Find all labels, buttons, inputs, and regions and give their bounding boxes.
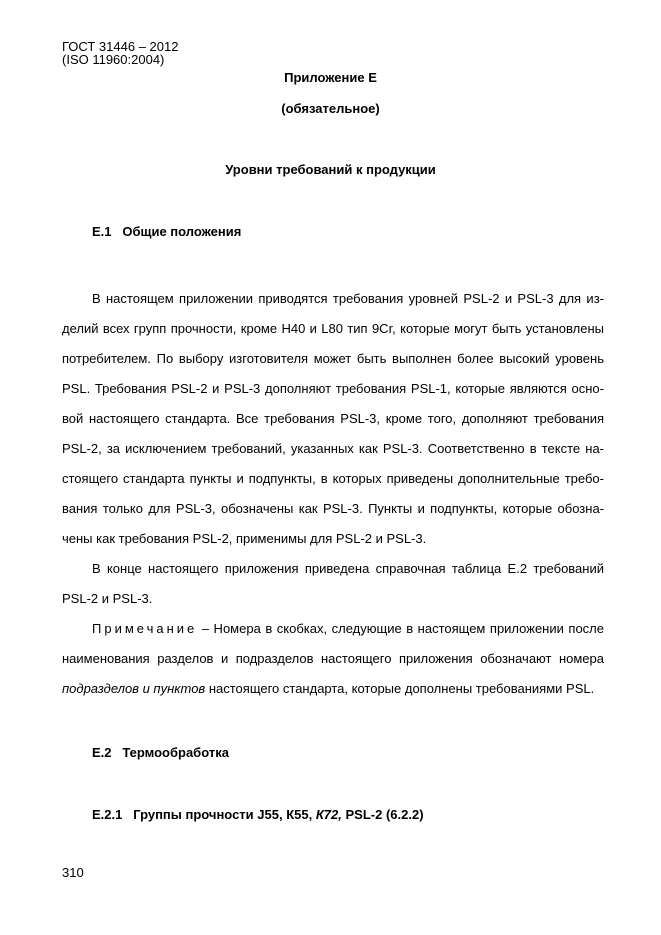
section-number: Е.1: [92, 224, 112, 239]
note-text: – Номера в скобках, следующие в настоящем приложении после: [197, 621, 604, 636]
paragraph-1: [62, 284, 604, 704]
page-number: 310: [62, 865, 84, 880]
section-title: Группы прочности J55, К55,: [133, 807, 316, 822]
text-line: делий всех групп прочности, кроме Н40 и L80 тип 9Cr, которые могут быть установлены: [62, 321, 604, 336]
section-title: Термообработка: [122, 745, 229, 760]
text-line: PSL-2 и PSL-3.: [62, 591, 153, 606]
section-number: Е.2: [92, 745, 112, 760]
note-line: наименования разделов и подразделов настоящего приложения обозначают номера: [62, 651, 604, 666]
text-line: вания только для PSL-3, обозначены как PSL-3. Пункты и подпункты, которые обозна-: [62, 501, 604, 516]
appendix-title: Приложение Е: [284, 70, 377, 85]
section-e1-heading: [92, 224, 241, 239]
section-number: Е.2.1: [92, 807, 123, 822]
text-line: вой настоящего стандарта. Все требования PSL-3, кроме того, дополняют требования: [62, 411, 604, 426]
text-line: В настоящем приложении приводятся требования уровней PSL-2 и PSL-3 для из-: [92, 291, 604, 306]
text-line: чены как требования PSL-2, применимы для PSL-2 и PSL-3.: [62, 531, 427, 546]
standard-code: ГОСТ 31446 – 2012: [62, 39, 179, 54]
iso-reference: (ISO 11960:2004): [62, 52, 165, 67]
note-text: настоящего стандарта, которые дополнены требованиями PSL.: [205, 681, 595, 696]
section-e2-heading: [92, 745, 229, 760]
document-header: [62, 40, 178, 66]
section-e21-heading: [92, 807, 424, 822]
note-line: [62, 674, 604, 704]
text-line: стоящего стандарта пункты и подпункты, в которых приведены дополнительные требо-: [62, 471, 604, 486]
note-line: [62, 614, 604, 644]
text-line: PSL. Требования PSL-2 и PSL-3 дополняют требования PSL-1, которые являются осно-: [62, 381, 604, 396]
section-title: Общие положения: [122, 224, 242, 239]
text-line: PSL-2, за исключением требований, указанных как PSL-3. Соответственно в тексте на-: [62, 441, 605, 456]
section-title-italic: К72,: [315, 807, 342, 822]
appendix-heading: Уровни требований к продукции: [225, 162, 436, 177]
note-italic: подразделов и пунктов: [62, 681, 206, 696]
appendix-status: (обязательное): [281, 101, 380, 116]
section-title-rest: PSL-2 (6.2.2): [341, 807, 424, 822]
note-label: Примечание: [92, 621, 198, 636]
text-line: потребителем. По выбору изготовителя может быть выполнен более высокий уровень: [62, 351, 604, 366]
text-line: В конце настоящего приложения приведена справочная таблица Е.2 требований: [92, 561, 604, 576]
